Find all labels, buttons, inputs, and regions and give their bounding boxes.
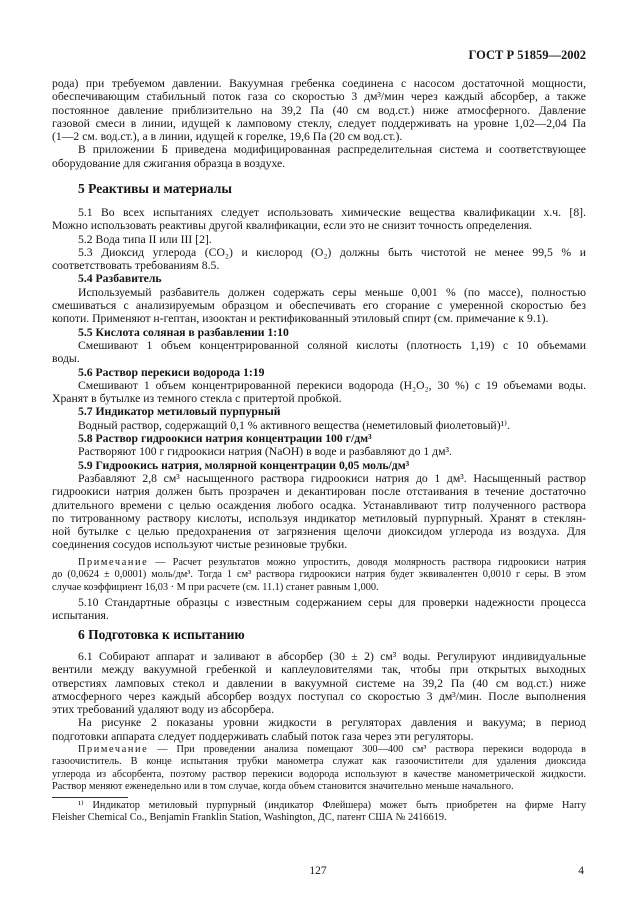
note-line xyxy=(52,557,586,569)
clause-5-4-heading: 5.4 Разбавитель xyxy=(78,272,162,286)
footnote-line: ¹⁾ Индикатор метиловый пурпурный (индикатор Флейшера) может быть приобретен на фирме Harry xyxy=(78,800,586,811)
paragraph-line: подготовки аппарата следует поддерживать слабый поток газа через эти регуляторы. xyxy=(52,729,474,743)
clause-5-5-line: Смешивают 1 объем концентрированной соляной кислоты (плотность 1,19) с 10 объемами xyxy=(78,338,586,352)
clause-5-4-line: копоти. Применяют н-гептан, изооктан и ректификованный этиловый спирт (см. примечание к 9.1). xyxy=(52,312,549,326)
clause-5-7-line: Водный раствор, содержащий 0,1 % активного вещества (неметиловый фиолетовый)¹⁾. xyxy=(78,418,510,432)
clause-5-10 xyxy=(52,596,586,623)
section-preparation-body xyxy=(52,650,586,743)
note-line: Раствор меняют еженедельно или в том случае, когда объем становится значительно меньше начального. xyxy=(52,780,514,792)
clause-5-1-line: Можно использовать реактивы другой квалификации, если это не снизит точность определения. xyxy=(52,219,533,233)
paragraph-line: газовой смеси в линии, идущей к ламповому стеклу, следует поддерживать на уровне 1,02—2,04 Па xyxy=(52,116,586,130)
clause-5-2-line: 5.2 Вода типа II или III [2]. xyxy=(78,232,212,246)
clause-5-4-line: Используемый разбавитель должен содержать серы меньше 0,001 % (по массе), полностью xyxy=(78,285,586,299)
clause-5-6-line: Хранят в бутылке из темного стекла с притертой пробкой. xyxy=(52,392,342,406)
page-number: 127 xyxy=(309,865,327,877)
clause-5-9-heading: 5.9 Гидроокись натрия, молярной концентрации 0,05 моль/дм³ xyxy=(78,458,410,472)
clause-6-1-line: 6.1 Собирают аппарат и заливают в абсорбер (30 ± 2) см³ воды. Регулируют индивидуальные xyxy=(78,650,586,663)
note-preparation xyxy=(52,744,586,793)
clause-5-6-line: Смешивают 1 объем концентрированной перекиси водорода (H₂O₂, 30 %) с 19 объемами воды. xyxy=(78,378,586,392)
clause-5-10-line: испытания. xyxy=(52,609,109,623)
clause-5-9-line: длительного времени с целью осаждения любого осадка. Устанавливают титр полученного раствора xyxy=(52,498,586,512)
note-reagents xyxy=(52,557,586,594)
footnote-separator xyxy=(52,797,128,798)
clause-6-1-line: вентили между вакуумной гребенкой и каплеуловителями так, чтобы при открытых выходных xyxy=(52,663,586,677)
note-line xyxy=(52,744,586,756)
clause-5-9-line: ной бутылке с целью предохранения от загрязнения щелочи диоксидом углерода из воздуха. Для xyxy=(52,525,586,539)
note-label: Примечание xyxy=(78,744,149,755)
section-title-preparation: 6 Подготовка к испытанию xyxy=(78,627,245,642)
intro-text xyxy=(52,77,586,170)
sheet-number: 4 xyxy=(578,865,584,877)
clause-5-3-line: 5.3 Диоксид углерода (CO₂) и кислород (O₂) должны быть чистотой не менее 99,5 % и xyxy=(78,245,586,259)
clause-5-3-line: соответствовать требованиям 8.5. xyxy=(52,259,220,273)
clause-5-8-heading: 5.8 Раствор гидроокиси натрия концентрации 100 г/дм³ xyxy=(78,432,372,446)
clause-5-9-line: Разбавляют 2,8 см³ насыщенного раствора гидроокиси натрия до 1 дм³. Насыщенный раствор xyxy=(78,471,586,485)
clause-6-1-line: атмосферного через каждый абсорбер воздух поступал со скоростью 3 дм³/мин. После выполнения xyxy=(52,689,586,703)
clause-6-1-line: отверстиях ламповых стекол и давлении в вакуумной системе на 39,2 Па (40 см вод.ст.) ниже xyxy=(52,676,586,690)
standard-designation: ГОСТ Р 51859—2002 xyxy=(468,48,586,62)
paragraph-line: (1—2 см. вод.ст.), а в линии, идущей к горелке, 19,6 Па (20 см вод.ст.). xyxy=(52,130,403,144)
paragraph-line: рода) при требуемом давлении. Вакуумная гребенка соединена с насосом достаточной мощности, xyxy=(52,77,586,90)
note-text: — При проведении анализа помещают 300—400 см³ раствора перекиси водорода в xyxy=(157,744,586,755)
note-line: до (0,0624 ± 0,0001) моль/дм³. Тогда 1 см³ раствора гидроокиси натрия будет эквивалентен 0,0010 г серы. В этом xyxy=(52,569,586,581)
clause-5-5-heading: 5.5 Кислота соляная в разбавлении 1:10 xyxy=(78,325,289,339)
paragraph-line: оборудование для сжигания образца в воздухе. xyxy=(52,156,286,170)
note-line: газоочиститель. В конце испытания трубки манометра служат как газоочистители для удаления диоксида xyxy=(52,756,586,768)
clause-6-1-line: этих требований удаляют воду из абсорбера. xyxy=(52,703,275,717)
footnote-line: Fleisher Chemical Co., Benjamin Franklin Station, Washington, ДС, патент США № 2416619. xyxy=(52,812,447,824)
clause-5-5-line: воды. xyxy=(52,352,80,366)
paragraph-line: постоянное давление приблизительно на 39,2 Па (40 см вод.ст.) ниже атмосферного. Давление xyxy=(52,103,586,117)
paragraph-line: обеспечивающим стабильный поток газа со скоростью 3 дм³/мин через каждый абсорбер, а также xyxy=(52,90,586,104)
note-line: случае коэффициент 16,03 · M при расчете (см. 11.1) станет равным 1,000. xyxy=(52,581,379,593)
note-text: — Расчет результатов можно упростить, доводя молярность раствора гидроокиси натрия xyxy=(155,557,586,568)
clause-5-10-line: 5.10 Стандартные образцы с известным содержанием серы для проверки надежности процесса xyxy=(78,596,586,609)
section-title-reagents: 5 Реактивы и материалы xyxy=(78,181,232,196)
clause-5-9-line: по титрованному раствору кислоты, используя индикатор метиловый пурпурный. Хранят в стеклян- xyxy=(52,511,586,525)
clause-5-6-heading: 5.6 Раствор перекиси водорода 1:19 xyxy=(78,365,265,379)
clause-5-8-line: Растворяют 100 г гидроокиси натрия (NaOH) в воде и разбавляют до 1 дм³. xyxy=(78,445,452,459)
paragraph-line: На рисунке 2 показаны уровни жидкости в регуляторах давления и вакуума; в период xyxy=(78,716,586,730)
note-label: Примечание xyxy=(78,557,149,568)
note-line: углерода из абсорбента, поэтому раствор перекиси водорода используют в качестве манометрической жидкости. xyxy=(52,768,586,780)
footnote xyxy=(52,800,586,825)
clause-5-9-line: соединения сосудов используют чистые резиновые трубки. xyxy=(52,538,348,552)
paragraph-line: В приложении Б приведена модифицированная распределительная система и соответствующее xyxy=(78,143,586,157)
clause-5-4-line: смешиваться с анализируемым образцом и обеспечивать его сгорание с умеренной скоростью без xyxy=(52,299,586,313)
clause-5-9-line: гидроокиси натрия должен быть прозрачен и декантирован после отстаивания в течение достаточно xyxy=(52,485,586,499)
clause-5-1-line: 5.1 Во всех испытаниях следует использовать химические вещества квалификации х.ч. [8]. xyxy=(78,206,586,219)
clause-5-7-heading: 5.7 Индикатор метиловый пурпурный xyxy=(78,405,281,419)
section-reagents-body xyxy=(52,206,586,552)
